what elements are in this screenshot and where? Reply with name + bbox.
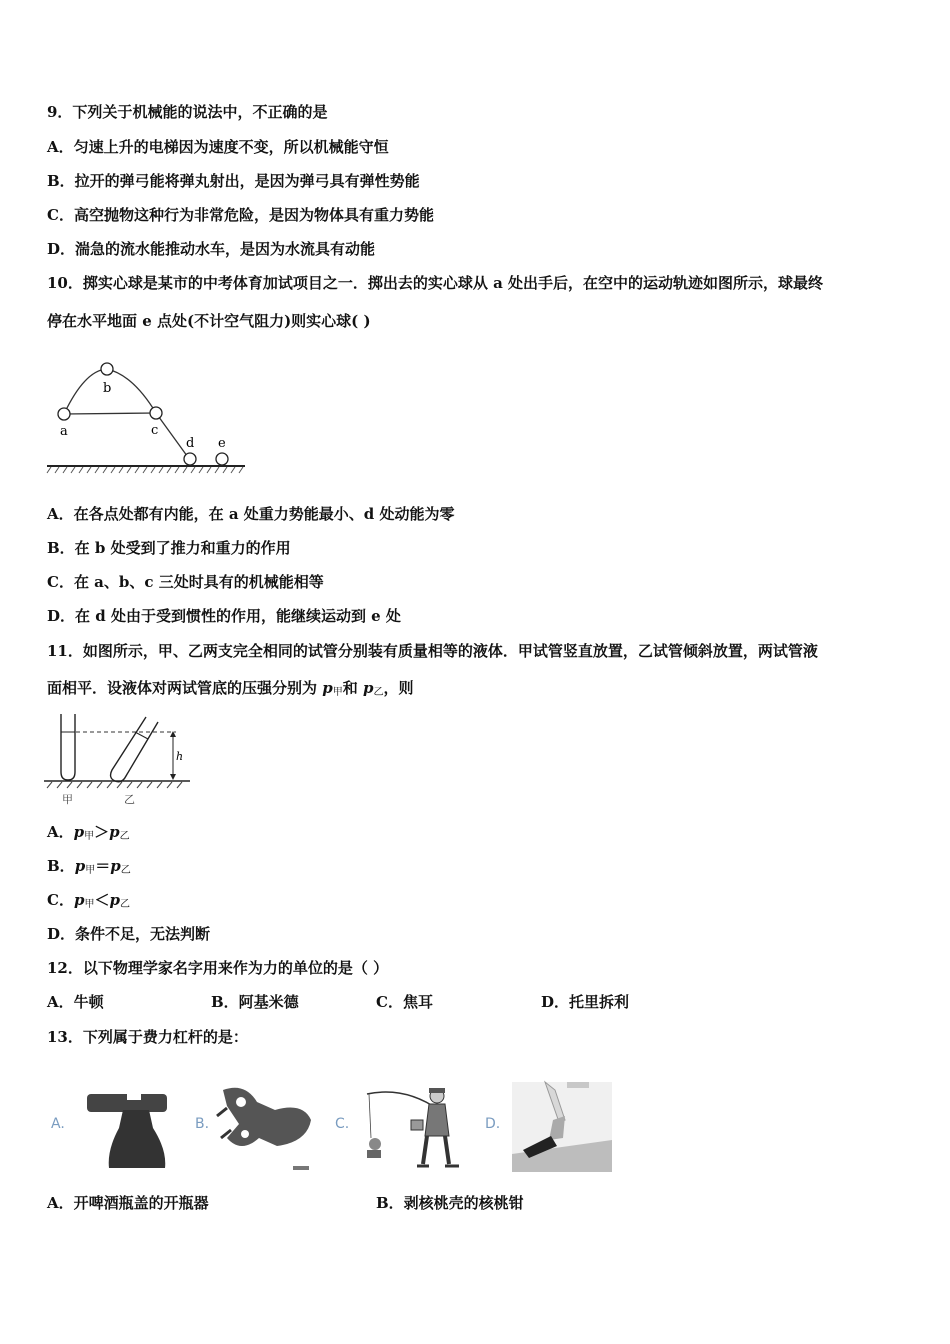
- ball-a: [58, 408, 70, 420]
- relation: ＝: [95, 857, 111, 875]
- q10-option-b: B．在 b 处受到了推力和重力的作用: [47, 539, 291, 557]
- q12-stem: 12．以下物理学家名字用来作为力的单位的是（ ）: [47, 959, 389, 977]
- p-symbol: p: [322, 679, 333, 697]
- q12-option-a: A．牛顿: [47, 993, 104, 1011]
- q10-stem-line1: 10．掷实心球是某市的中考体育加试项目之一．掷出去的实心球从 a 处出手后，在空中的运动轨迹如图所示，球最终: [47, 274, 824, 292]
- image-label-d: D.: [485, 1116, 501, 1132]
- relation: ＜: [94, 891, 110, 909]
- p-symbol: p: [74, 857, 86, 875]
- label-jia: 甲: [62, 793, 73, 806]
- q9-option-d: D．湍急的流水能推动水车，是因为水流具有动能: [47, 240, 376, 258]
- image-label-c: C.: [335, 1116, 350, 1132]
- lever-images: [45, 1080, 620, 1175]
- label-d: d: [186, 436, 195, 451]
- ball-d: [184, 453, 196, 465]
- test-tubes-figure: [44, 710, 194, 807]
- p-symbol: p: [109, 891, 120, 909]
- q11-option-a: [47, 822, 130, 847]
- trajectory-figure: [45, 355, 250, 480]
- q10-stem-line2: 停在水平地面 e 点处(不计空气阻力)则实心球( ): [47, 312, 371, 330]
- label-b: b: [103, 381, 112, 396]
- image-label-a: A.: [51, 1116, 65, 1132]
- p-symbol: p: [109, 823, 120, 841]
- and-text: 和: [342, 679, 363, 697]
- label-c: c: [151, 423, 159, 438]
- sub-yi: 乙: [373, 687, 384, 698]
- p-symbol: p: [73, 823, 85, 841]
- ball-c: [150, 407, 162, 419]
- sub-jia: 甲: [84, 831, 95, 842]
- q11-stem-line2: [47, 678, 413, 703]
- tongs-image: [512, 1082, 612, 1172]
- fishing-image: [367, 1088, 459, 1166]
- q12-option-d: D．托里拆利: [541, 993, 630, 1011]
- p-symbol: p: [110, 857, 121, 875]
- option-letter: B．: [47, 857, 75, 875]
- tube-jia: [61, 714, 75, 780]
- ball-b: [101, 363, 113, 375]
- q9-option-a: A．匀速上升的电梯因为速度不变，所以机械能守恒: [47, 138, 389, 156]
- label-a: a: [60, 424, 68, 439]
- q9-option-c: C．高空抛物这种行为非常危险，是因为物体具有重力势能: [47, 206, 434, 224]
- bottle-opener-image: [87, 1092, 167, 1168]
- q11-stem-prefix: 面相平．设液体对两试管底的压强分别为: [47, 679, 323, 697]
- q10-option-c: C．在 a、b、c 三处时具有的机械能相等: [47, 573, 324, 591]
- sub-jia: 甲: [85, 865, 96, 876]
- q11-option-d: D．条件不足，无法判断: [47, 925, 211, 943]
- q11-option-c: [47, 890, 130, 915]
- p-symbol: p: [73, 891, 85, 909]
- option-letter: C．: [47, 891, 74, 909]
- q11-stem-line1: 11．如图所示，甲、乙两支完全相同的试管分别装有质量相等的液体．甲试管竖直放置，乙试管倾斜放置，两试管液: [47, 642, 818, 660]
- sub-yi: 乙: [119, 899, 130, 910]
- nutcracker-image: [217, 1088, 311, 1170]
- tube-yi: [111, 717, 158, 782]
- q13-stem: 13．下列属于费力杠杆的是：: [47, 1028, 248, 1046]
- sub-jia: 甲: [332, 687, 343, 698]
- q10-option-a: A．在各点处都有内能，在 a 处重力势能最小、d 处动能为零: [47, 505, 455, 523]
- q13-option-b: B．剥核桃壳的核桃钳: [376, 1194, 524, 1212]
- q9-option-b: B．拉开的弹弓能将弹丸射出，是因为弹弓具有弹性势能: [47, 172, 420, 190]
- label-e: e: [218, 436, 226, 451]
- q11-option-b: [47, 856, 131, 881]
- q13-option-a: A．开啤酒瓶盖的开瓶器: [47, 1194, 209, 1212]
- q12-option-b: B．阿基米德: [211, 993, 299, 1011]
- q12-option-c: C．焦耳: [376, 993, 433, 1011]
- q11-stem-suffix: ，则: [383, 679, 414, 697]
- ball-e: [216, 453, 228, 465]
- height-label: h: [176, 750, 184, 763]
- sub-yi: 乙: [120, 865, 131, 876]
- q9-stem: 9．下列关于机械能的说法中，不正确的是: [47, 103, 328, 121]
- label-yi: 乙: [124, 793, 135, 806]
- relation: ＞: [94, 823, 110, 841]
- q10-option-d: D．在 d 处由于受到惯性的作用，能继续运动到 e 处: [47, 607, 401, 625]
- image-label-b: B.: [195, 1116, 210, 1132]
- p-symbol: p: [362, 679, 374, 697]
- option-letter: A．: [47, 823, 74, 841]
- sub-yi: 乙: [119, 831, 130, 842]
- sub-jia: 甲: [84, 899, 95, 910]
